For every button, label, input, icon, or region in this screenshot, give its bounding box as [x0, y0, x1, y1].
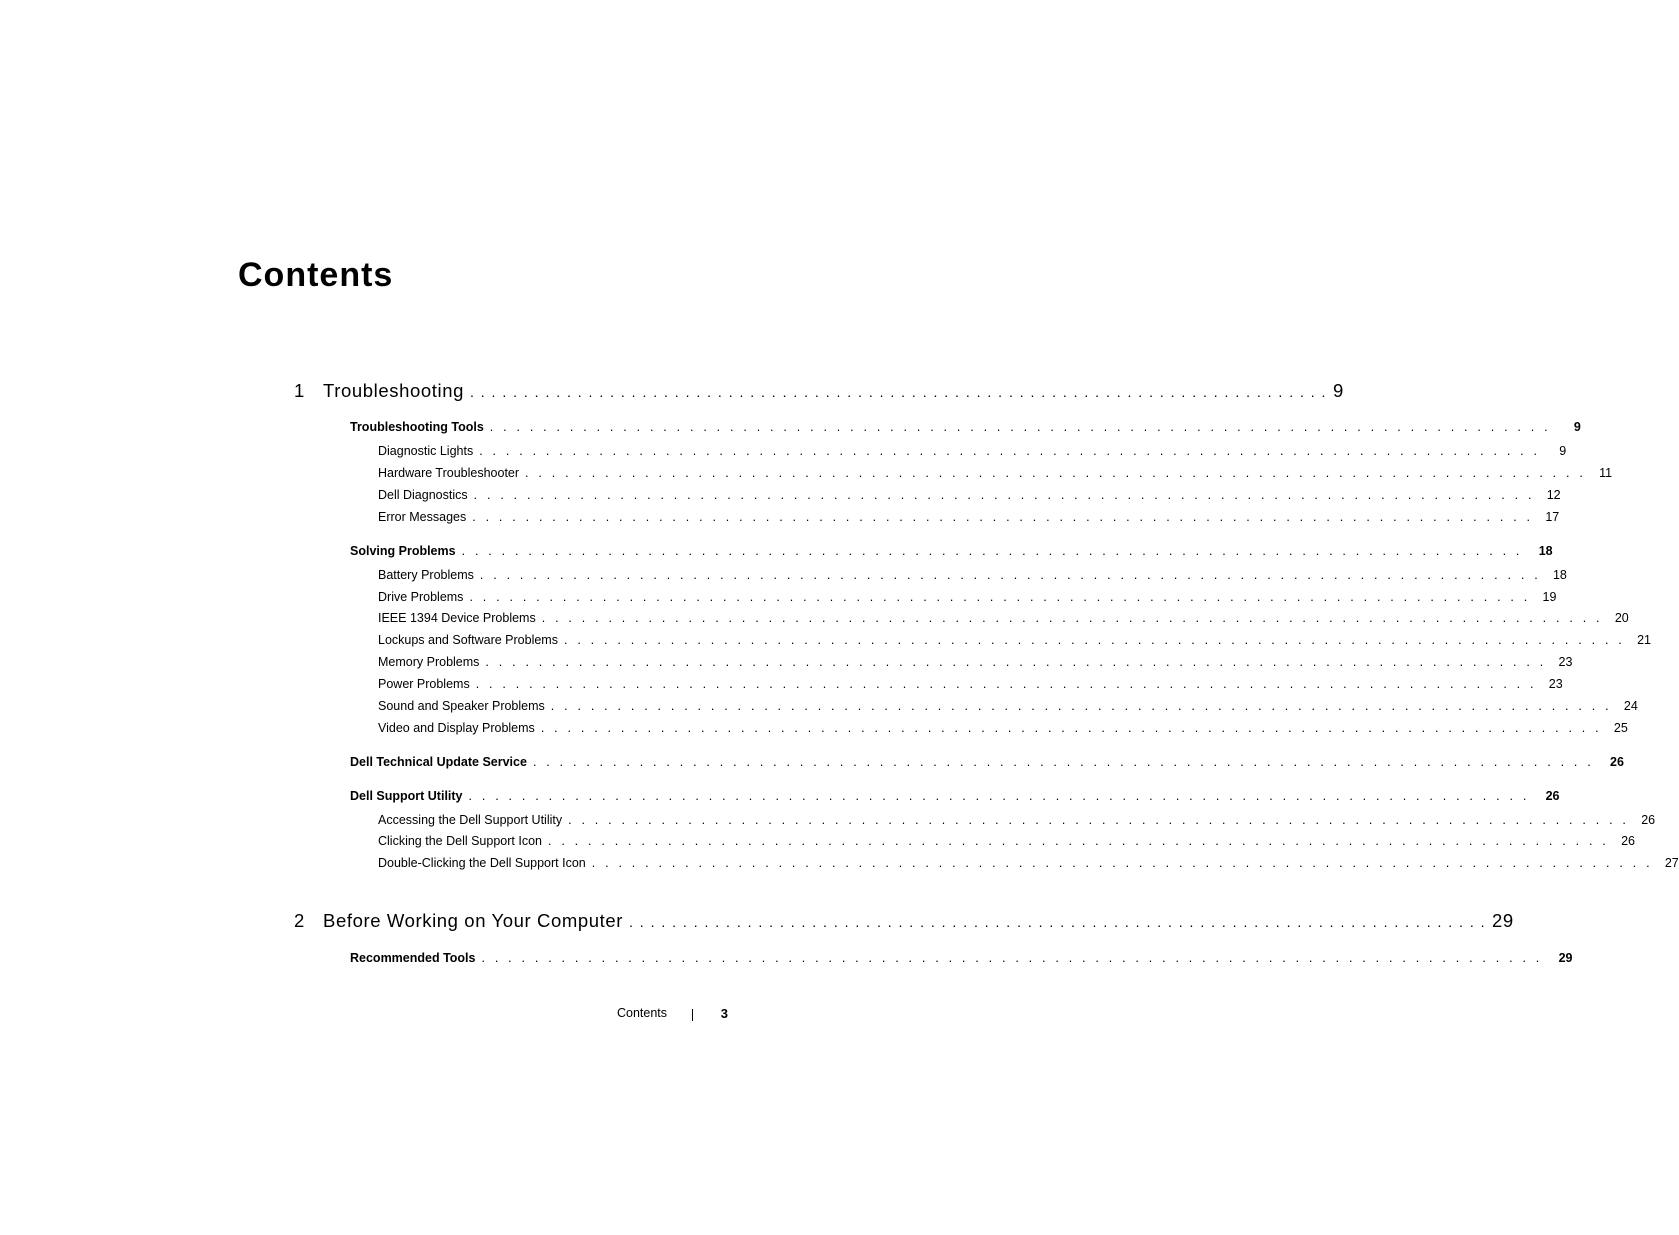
item-page: 12	[1546, 488, 1561, 502]
chapter-page: 29	[1492, 910, 1514, 931]
toc-chapter-2[interactable]	[294, 910, 1514, 932]
dot-leader: . . . . . . . . . . . . . . . . . . . . . . . . . . . . . . . . . . . . . . . . . . . . . . . . . . . . . . . . . . . . . . . . . . . . . . . . . . . . . . . .	[469, 384, 1327, 400]
section-title: Troubleshooting Tools	[350, 420, 484, 434]
section-page: 18	[1538, 544, 1553, 558]
toc-item[interactable]	[378, 834, 1635, 848]
dot-leader: . . . . . . . . . . . . . . . . . . . . . . . . . . . . . . . . . . . . . . . . . . . . . . . . . . . . . . . . . . . . . . . . . . . . . . . . . . . . . . . .	[532, 755, 1594, 769]
item-page: 11	[1599, 466, 1613, 480]
toc-section[interactable]	[350, 789, 1560, 803]
toc-item[interactable]	[378, 633, 1651, 647]
footer-label: Contents	[617, 1006, 668, 1020]
dot-leader: . . . . . . . . . . . . . . . . . . . . . . . . . . . . . . . . . . . . . . . . . . . . . . . . . . . . . . . . . . . . . . . . . . . . . . . . . . . . . . . .	[629, 914, 1486, 930]
toc-item[interactable]	[378, 677, 1563, 691]
item-page: 27	[1664, 856, 1679, 870]
dot-leader: . . . . . . . . . . . . . . . . . . . . . . . . . . . . . . . . . . . . . . . . . . . . . . . . . . . . . . . . . . . . . . . . . . . . . . . . . . . . . . . .	[472, 510, 1534, 524]
toc-item[interactable]	[378, 856, 1679, 870]
section-page: 26	[1610, 755, 1624, 769]
toc-item[interactable]	[378, 813, 1656, 827]
item-page: 26	[1641, 813, 1656, 827]
toc-item[interactable]	[378, 466, 1613, 480]
item-title: Sound and Speaker Problems	[378, 699, 545, 713]
chapter-title: Troubleshooting	[323, 380, 464, 401]
toc-item[interactable]	[378, 444, 1567, 458]
dot-leader: . . . . . . . . . . . . . . . . . . . . . . . . . . . . . . . . . . . . . . . . . . . . . . . . . . . . . . . . . . . . . . . . . . . . . . . . . . . . . . . .	[469, 590, 1531, 604]
item-title: Hardware Troubleshooter	[378, 466, 520, 480]
dot-leader: . . . . . . . . . . . . . . . . . . . . . . . . . . . . . . . . . . . . . . . . . . . . . . . . . . . . . . . . . . . . . . . . . . . . . . . . . . . . . . . .	[541, 611, 1603, 625]
item-page: 23	[1558, 655, 1573, 669]
item-page: 18	[1552, 568, 1567, 582]
chapter-title: Before Working on Your Computer	[323, 910, 624, 931]
item-title: Drive Problems	[378, 590, 464, 604]
chapter-number: 2	[294, 910, 305, 931]
item-title: Accessing the Dell Support Utility	[378, 813, 563, 827]
toc-chapter-1[interactable]	[294, 380, 1344, 402]
section-page: 29	[1558, 951, 1573, 965]
page-number: 3	[720, 1006, 728, 1021]
section-title: Dell Technical Update Service	[350, 755, 527, 769]
toc-section[interactable]	[350, 755, 1624, 769]
item-title: Lockups and Software Problems	[378, 633, 558, 647]
item-title: Clicking the Dell Support Icon	[378, 834, 542, 848]
dot-leader: . . . . . . . . . . . . . . . . . . . . . . . . . . . . . . . . . . . . . . . . . . . . . . . . . . . . . . . . . . . . . . . . . . . . . . . . . . . . . . . .	[568, 813, 1630, 827]
dot-leader: . . . . . . . . . . . . . . . . . . . . . . . . . . . . . . . . . . . . . . . . . . . . . . . . . . . . . . . . . . . . . . . . . . . . . . . . . . . . . . . .	[473, 488, 1535, 502]
dot-leader: . . . . . . . . . . . . . . . . . . . . . . . . . . . . . . . . . . . . . . . . . . . . . . . . . . . . . . . . . . . . . . . . . . . . . . . . . . . . . . . .	[479, 568, 1541, 582]
dot-leader: . . . . . . . . . . . . . . . . . . . . . . . . . . . . . . . . . . . . . . . . . . . . . . . . . . . . . . . . . . . . . . . . . . . . . . . . . . . . . . . .	[461, 544, 1523, 558]
item-page: 26	[1621, 834, 1635, 848]
dot-leader: . . . . . . . . . . . . . . . . . . . . . . . . . . . . . . . . . . . . . . . . . . . . . . . . . . . . . . . . . . . . . . . . . . . . . . . . . . . . . . . .	[468, 789, 1530, 803]
dot-leader: . . . . . . . . . . . . . . . . . . . . . . . . . . . . . . . . . . . . . . . . . . . . . . . . . . . . . . . . . . . . . . . . . . . . . . . . . . . . . . . .	[489, 420, 1551, 434]
section-title: Solving Problems	[350, 544, 456, 558]
section-page: 26	[1545, 789, 1560, 803]
dot-leader: . . . . . . . . . . . . . . . . . . . . . . . . . . . . . . . . . . . . . . . . . . . . . . . . . . . . . . . . . . . . . . . . . . . . . . . . . . . . . . . .	[540, 721, 1602, 735]
chapter-page: 9	[1332, 380, 1344, 401]
dot-leader: . . . . . . . . . . . . . . . . . . . . . . . . . . . . . . . . . . . . . . . . . . . . . . . . . . . . . . . . . . . . . . . . . . . . . . . . . . . . . . . .	[485, 655, 1547, 669]
section-page: 9	[1573, 420, 1581, 434]
dot-leader: . . . . . . . . . . . . . . . . . . . . . . . . . . . . . . . . . . . . . . . . . . . . . . . . . . . . . . . . . . . . . . . . . . . . . . . . . . . . . . . .	[481, 951, 1543, 965]
toc-item[interactable]	[378, 699, 1638, 713]
item-page: 21	[1637, 633, 1651, 647]
item-title: Error Messages	[378, 510, 467, 524]
toc-item[interactable]	[378, 721, 1628, 735]
toc-section[interactable]	[350, 951, 1573, 965]
item-page: 19	[1542, 590, 1557, 604]
dot-leader: . . . . . . . . . . . . . . . . . . . . . . . . . . . . . . . . . . . . . . . . . . . . . . . . . . . . . . . . . . . . . . . . . . . . . . . . . . . . . . . .	[475, 677, 1537, 691]
toc-item[interactable]	[378, 611, 1629, 625]
dot-leader: . . . . . . . . . . . . . . . . . . . . . . . . . . . . . . . . . . . . . . . . . . . . . . . . . . . . . . . . . . . . . . . . . . . . . . . . . . . . . . . .	[525, 466, 1587, 480]
toc-item[interactable]	[378, 590, 1557, 604]
item-title: Memory Problems	[378, 655, 480, 669]
toc-item[interactable]	[378, 655, 1573, 669]
item-title: Dell Diagnostics	[378, 488, 468, 502]
toc-item[interactable]	[378, 568, 1567, 582]
dot-leader: . . . . . . . . . . . . . . . . . . . . . . . . . . . . . . . . . . . . . . . . . . . . . . . . . . . . . . . . . . . . . . . . . . . . . . . . . . . . . . . .	[563, 633, 1625, 647]
item-page: 9	[1559, 444, 1567, 458]
section-title: Dell Support Utility	[350, 789, 463, 803]
dot-leader: . . . . . . . . . . . . . . . . . . . . . . . . . . . . . . . . . . . . . . . . . . . . . . . . . . . . . . . . . . . . . . . . . . . . . . . . . . . . . . . .	[591, 856, 1653, 870]
item-title: Power Problems	[378, 677, 470, 691]
item-page: 17	[1545, 510, 1560, 524]
item-title: Video and Display Problems	[378, 721, 535, 735]
toc-item[interactable]	[378, 488, 1561, 502]
item-title: Diagnostic Lights	[378, 444, 474, 458]
toc-section[interactable]	[350, 544, 1553, 558]
item-title: IEEE 1394 Device Problems	[378, 611, 536, 625]
item-page: 25	[1613, 721, 1628, 735]
dot-leader: . . . . . . . . . . . . . . . . . . . . . . . . . . . . . . . . . . . . . . . . . . . . . . . . . . . . . . . . . . . . . . . . . . . . . . . . . . . . . . . .	[550, 699, 1612, 713]
dot-leader: . . . . . . . . . . . . . . . . . . . . . . . . . . . . . . . . . . . . . . . . . . . . . . . . . . . . . . . . . . . . . . . . . . . . . . . . . . . . . . . .	[547, 834, 1609, 848]
page-title: Contents	[238, 256, 394, 294]
chapter-number: 1	[294, 380, 305, 401]
section-title: Recommended Tools	[350, 951, 476, 965]
item-page: 23	[1548, 677, 1563, 691]
dot-leader: . . . . . . . . . . . . . . . . . . . . . . . . . . . . . . . . . . . . . . . . . . . . . . . . . . . . . . . . . . . . . . . . . . . . . . . . . . . . . . . .	[479, 444, 1541, 458]
item-page: 24	[1623, 699, 1638, 713]
item-title: Battery Problems	[378, 568, 474, 582]
toc-section[interactable]	[350, 420, 1581, 434]
item-page: 20	[1614, 611, 1629, 625]
footer-separator	[692, 1009, 693, 1021]
item-title: Double-Clicking the Dell Support Icon	[378, 856, 586, 870]
page-footer	[600, 1006, 728, 1024]
toc-item[interactable]	[378, 510, 1560, 524]
